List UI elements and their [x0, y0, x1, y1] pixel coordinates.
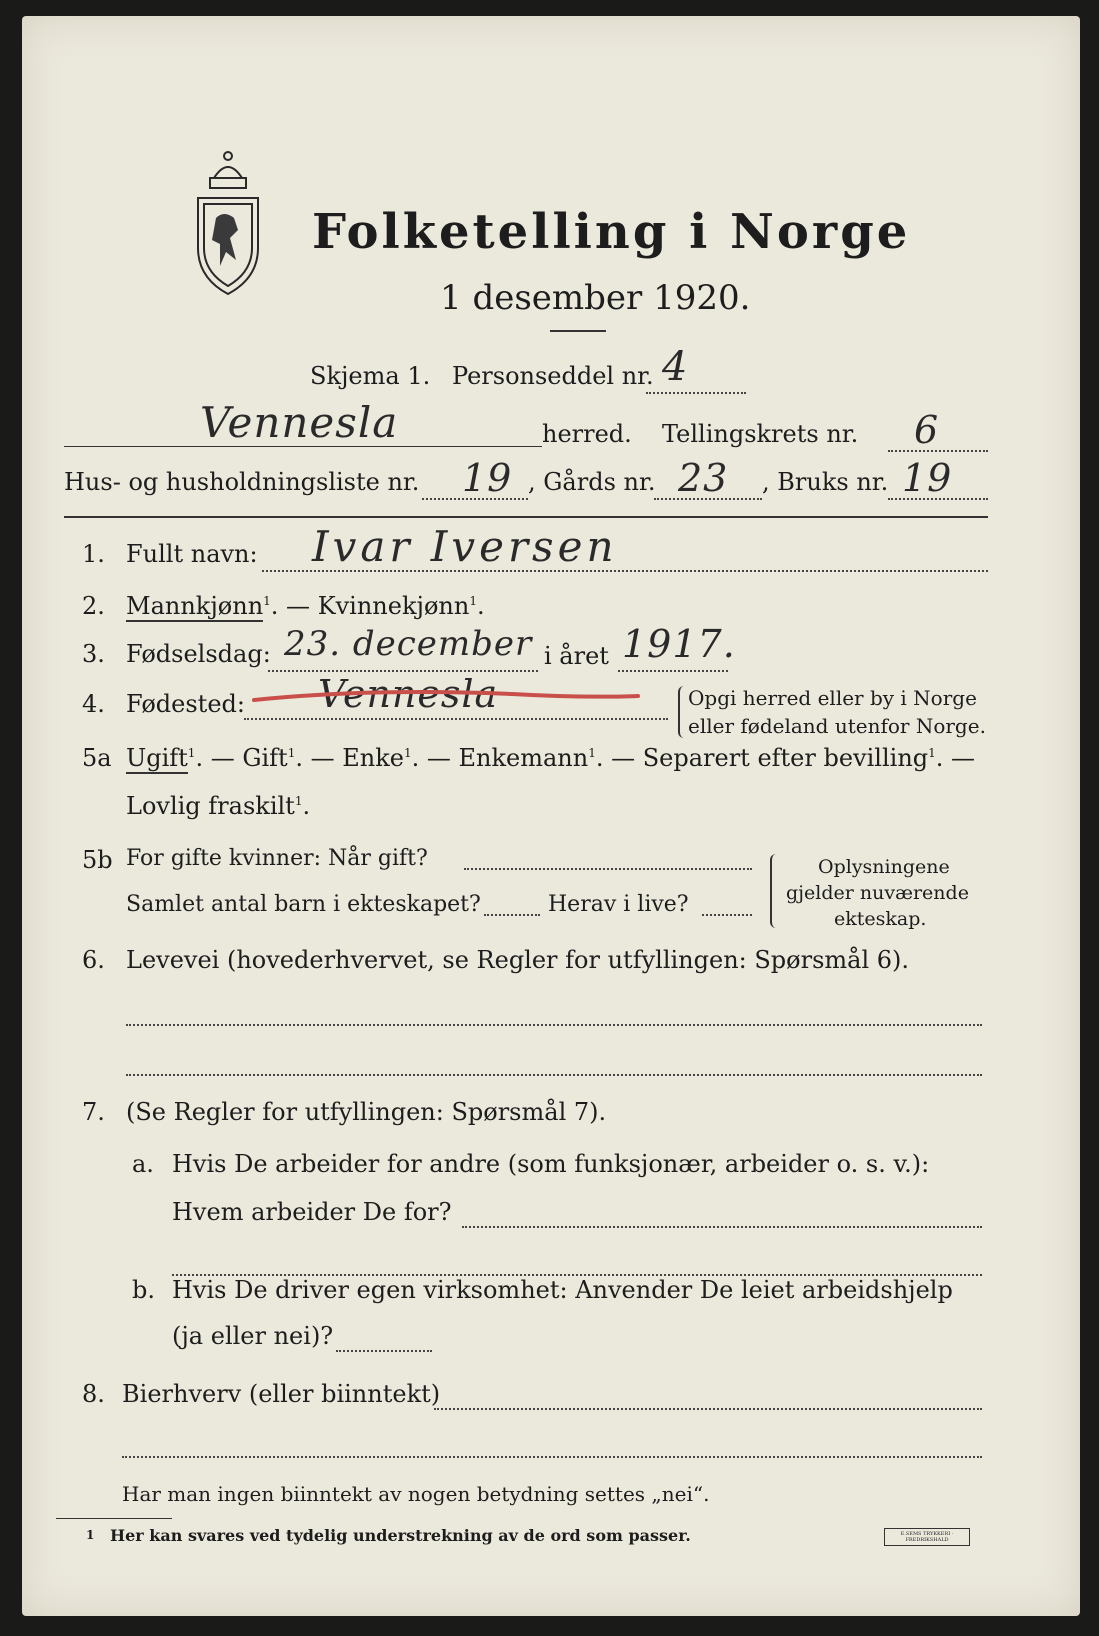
footnote-text: Her kan svares ved tydelig understrekning av de ord som passer. [110, 1526, 691, 1545]
q1-label: Fullt navn: [126, 540, 258, 568]
q5b-note2: gjelder nuværende [786, 882, 969, 904]
personseddel-value[interactable]: 4 [662, 344, 689, 390]
q5a-gift-option[interactable]: . — Gift [195, 744, 288, 772]
q4-note-line2: eller fødeland utenfor Norge. [688, 714, 986, 738]
q5a-number: 5a [82, 744, 112, 772]
footnote-divider [56, 1518, 172, 1519]
q3-number: 3. [82, 640, 105, 668]
q7a-line1: Hvis De arbeider for andre (som funksjonær, arbeider o. s. v.): [172, 1150, 930, 1178]
skjema-label: Skjema 1. [310, 362, 431, 390]
header-divider [64, 516, 988, 518]
census-form-sheet [22, 16, 1080, 1616]
q3-birthyear-value[interactable]: 1917. [622, 622, 736, 666]
q3-birthdate-value[interactable]: 23. december [284, 624, 533, 664]
q4-label: Fødested: [126, 690, 245, 718]
q6-label: Levevei (hovederhvervet, se Regler for utfyllingen: Spørsmål 6). [126, 946, 910, 974]
q7a-answer-line-1[interactable] [462, 1226, 982, 1228]
q7-number: 7. [82, 1098, 105, 1126]
q5b-note-brace [770, 854, 780, 928]
husliste-label: Hus- og husholdningsliste nr. [64, 468, 420, 496]
q5b-married-line [464, 868, 752, 870]
q5a-ugift-option[interactable]: Ugift [126, 744, 188, 772]
husliste-value[interactable]: 19 [462, 456, 513, 500]
red-pencil-strike [252, 686, 642, 706]
q4-note-line1: Opgi herred eller by i Norge [688, 686, 977, 710]
q5b-note1: Oplysningene [818, 856, 950, 878]
gards-value[interactable]: 23 [678, 456, 729, 500]
title-divider [550, 330, 606, 332]
q4-line [244, 718, 668, 720]
q7-label: (Se Regler for utfyllingen: Spørsmål 7). [126, 1098, 607, 1126]
q7a-line2: Hvem arbeider De for? [172, 1198, 452, 1226]
census-date: 1 desember 1920. [440, 278, 751, 318]
q6-number: 6. [82, 946, 105, 974]
herred-value[interactable]: Vennesla [200, 398, 399, 447]
q2-options: Mannkjønn$^1$. — Kvinnekjønn$^1$. [126, 592, 485, 620]
q5b-alive-line [702, 914, 752, 916]
q8-note: Har man ingen biinntekt av nogen betydning settes „nei“. [122, 1482, 710, 1506]
bruks-value[interactable]: 19 [902, 456, 953, 500]
q8-number: 8. [82, 1380, 105, 1408]
q5a-options: Ugift$^1$. — Gift$^1$. — Enke$^1$. — Enkemann$^1$. — Separert efter bevilling$^1$. — [126, 744, 976, 772]
q4-number: 4. [82, 690, 105, 718]
q5b-line2: Samlet antal barn i ekteskapet? [126, 892, 481, 917]
herred-label: herred. [542, 420, 632, 448]
form-title: Folketelling i Norge [312, 204, 911, 260]
q8-answer-line-2[interactable] [122, 1456, 982, 1458]
q5b-line2b: Herav i live? [548, 892, 689, 917]
q5a-fraskilt-option[interactable]: Lovlig fraskilt$^1$. [126, 792, 311, 820]
q3-year-label: i året [544, 642, 609, 670]
q1-full-name-value[interactable]: Ivar Iversen [312, 522, 618, 571]
q5a-enke-option[interactable]: . — Enke [295, 744, 404, 772]
q5b-number: 5b [82, 846, 113, 874]
q4-note-brace [678, 686, 688, 738]
q5b-note3: ekteskap. [834, 908, 927, 930]
q7b-number: b. [132, 1276, 155, 1304]
q7a-number: a. [132, 1150, 154, 1178]
q6-answer-line-1[interactable] [126, 1024, 982, 1026]
q8-answer-line-1[interactable] [434, 1408, 982, 1410]
q7b-line2: (ja eller nei)? [172, 1322, 334, 1350]
q2-female-option[interactable]: Kvinnekjønn [317, 592, 470, 620]
printer-stamp: E.SEMS TRYKKERI · FREDRIKSHALD [884, 1528, 970, 1546]
q5b-children-line [484, 914, 540, 916]
q3-label: Fødselsdag: [126, 640, 271, 668]
q7b-answer-line[interactable] [336, 1350, 432, 1352]
q5a-enkemann-option[interactable]: . — Enkemann [411, 744, 589, 772]
q4-birthplace-value[interactable]: Vennesla [318, 672, 499, 716]
gards-label: , Gårds nr. [528, 468, 656, 496]
bruks-label: , Bruks nr. [762, 468, 889, 496]
q2-number: 2. [82, 592, 105, 620]
q8-label: Bierhverv (eller biinntekt) [122, 1380, 441, 1408]
q5b-line1: For gifte kvinner: Når gift? [126, 846, 428, 871]
q6-answer-line-2[interactable] [126, 1074, 982, 1076]
q3-year-line [618, 670, 728, 672]
tellingskrets-label: Tellingskrets nr. [662, 420, 859, 448]
personseddel-line [646, 392, 746, 394]
personseddel-label: Personseddel nr. [452, 362, 654, 390]
footnote-mark: 1 [86, 1528, 95, 1542]
q7b-line1: Hvis De driver egen virksomhet: Anvender De leiet arbeidshjelp [172, 1276, 953, 1304]
q1-number: 1. [82, 540, 105, 568]
coat-of-arms-icon [186, 148, 270, 298]
tellingskrets-value[interactable]: 6 [914, 408, 940, 452]
q2-male-option[interactable]: Mannkjønn [126, 592, 264, 620]
q5a-separert-option[interactable]: . — Separert efter bevilling [595, 744, 929, 772]
